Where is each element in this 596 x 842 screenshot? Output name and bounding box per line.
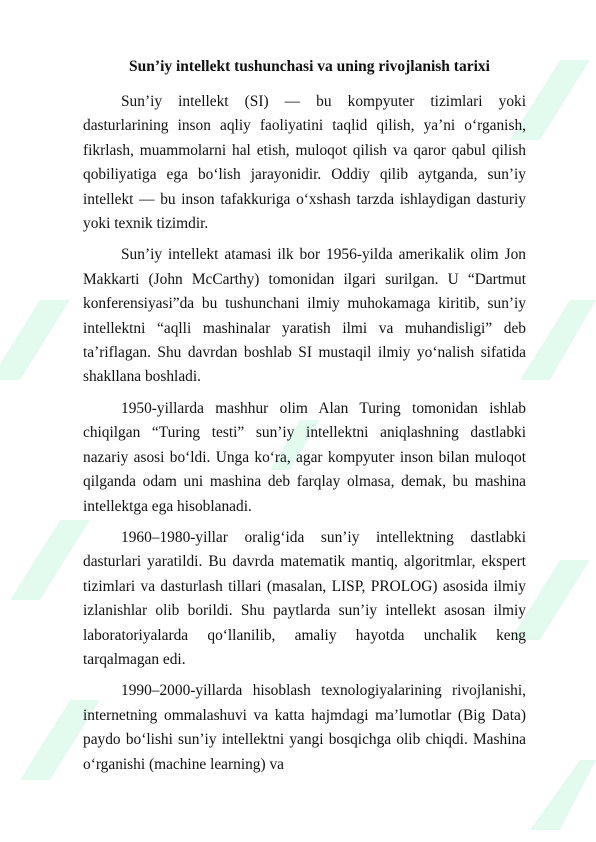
paragraph-3: 1950-yillarda mashhur olim Alan Turing tomonidan ishlab chiqilgan “Turing testi” sun’iy intellektni aniqlashning dastlabki nazariy asosi bo‘ldi. Unga ko‘ra, agar kompyuter inson bilan muloqot qilganda odam uni mashina deb farqlay olmasa, demak, bu mashina intellektga ega hisoblanadi. [83, 399, 526, 515]
document-page [83, 56, 526, 784]
paragraph-1: Sun’iy intellekt (SI) — bu kompyuter tizimlari yoki dasturlarining inson aqliy faoliyatini taqlid qilish, ya’ni o‘rganish, fikrlash, muammolarni hal etish, muloqot qilish va qaror qabul qilish qobiliyatiga ega bo‘lish jarayonidir. Oddiy qilib aytganda, sun’iy intellekt — bu inson tafakkuriga o‘xshash tarzda ishlaydigan dasturiy yoki texnik tizimdir. [83, 93, 526, 233]
document-title: Sun’iy intellekt tushunchasi va uning rivojlanish tarixi [129, 58, 490, 75]
paragraph-2: Sun’iy intellekt atamasi ilk bor 1956-yilda amerikalik olim Jon Makkarti (John McCarthy) tomonidan ilgari surilgan. U “Dartmut konferensiyasi”da bu tushunchani ilmiy muhokamaga kiritib, sun’iy intellektni “aqlli mashinalar yaratish ilmi va muhandisligi” deb ta’riflagan. Shu davrdan boshlab SI mustaqil ilmiy yo‘nalish sifatida shakllana boshladi. [83, 246, 526, 386]
paragraph-5: 1990–2000-yillarda hisoblash texnologiyalarining rivojlanishi, internetning ommalashuvi va katta hajmdagi ma’lumotlar (Big Data) paydo bo‘lishi sun’iy intellektni yangi bosqichga olib chiqdi. Mashina o‘rganishi (machine learning) va [83, 682, 526, 773]
paragraph-4: 1960–1980-yillar oralig‘ida sun’iy intellektning dastlabki dasturlari yaratildi. Bu davrda matematik mantiq, algoritmlar, ekspert tizimlari va dasturlash tillari (masalan, LISP, PROLOG) asosida ilmiy izlanishlar olib borildi. Shu paytlarda sun’iy intellekt asosan ilmiy laboratoriyalarda qo‘llanilib, amaliy hayotda unchalik keng tarqalmagan edi. [83, 528, 526, 668]
